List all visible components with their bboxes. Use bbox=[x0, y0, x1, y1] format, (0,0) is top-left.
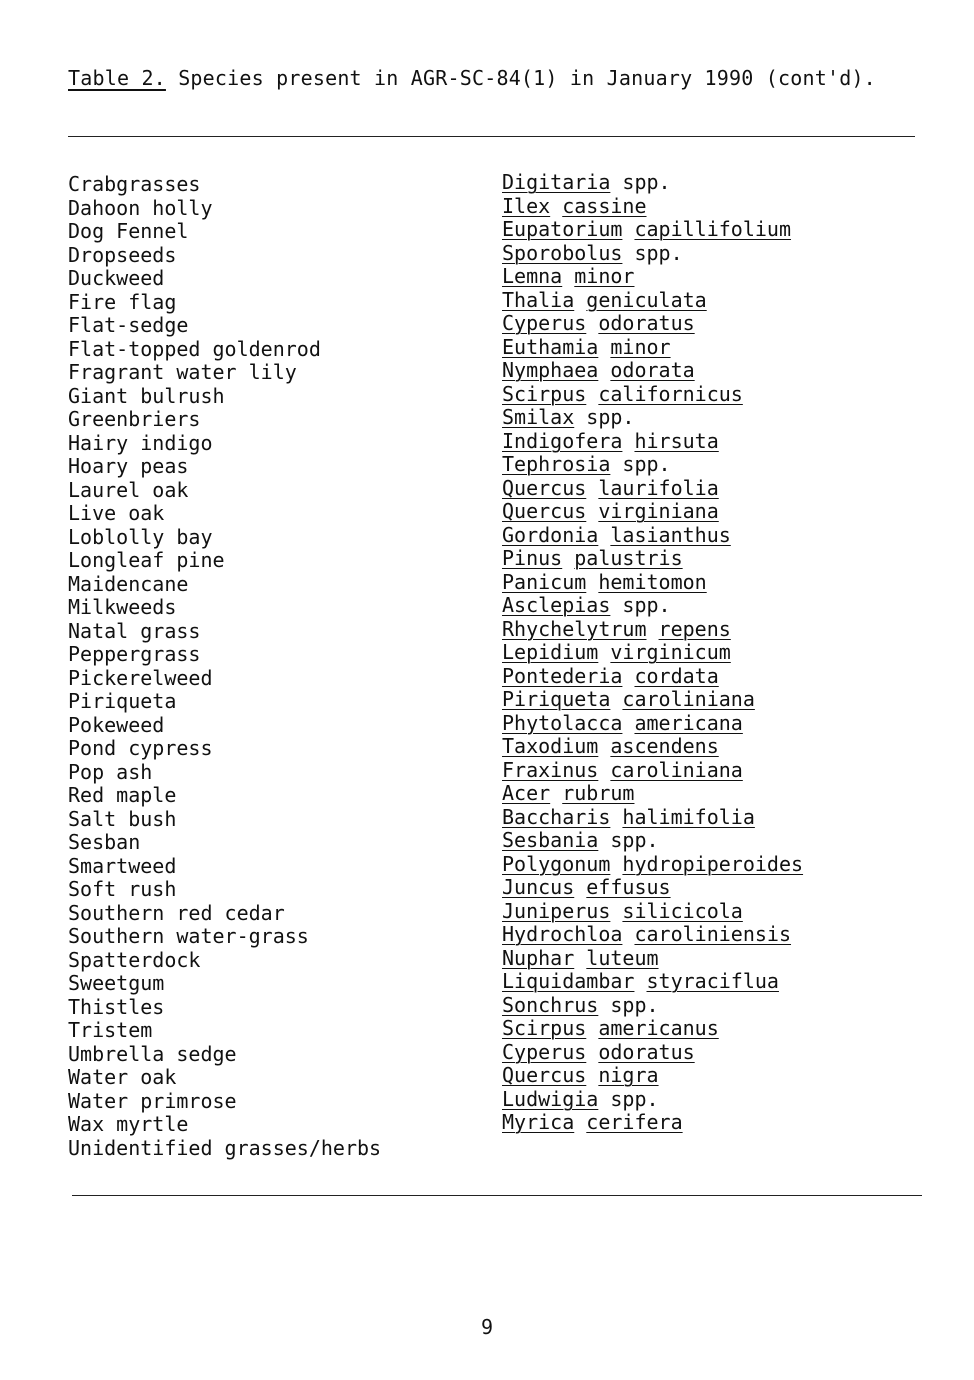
genus-name: Euthamia bbox=[502, 334, 599, 359]
scientific-name bbox=[502, 500, 803, 524]
genus-name: Digitaria bbox=[502, 170, 611, 194]
genus-name: Cyperus bbox=[502, 311, 587, 335]
scientific-name bbox=[502, 994, 803, 1018]
scientific-name bbox=[502, 853, 803, 877]
genus-name: Ilex bbox=[502, 193, 551, 218]
genus-name: Nuphar bbox=[502, 945, 575, 970]
scientific-name bbox=[502, 571, 803, 595]
scientific-name bbox=[502, 782, 803, 806]
species-epithet: cerifera bbox=[586, 1110, 683, 1134]
genus-name: Baccharis bbox=[502, 804, 611, 829]
genus-name: Sesbania bbox=[502, 828, 599, 852]
species-epithet: laurifolia bbox=[598, 475, 719, 500]
common-name: Giant bulrush bbox=[68, 383, 225, 408]
genus-name: Scirpus bbox=[502, 381, 587, 406]
species-suffix: spp. bbox=[634, 240, 683, 265]
common-name: Maidencane bbox=[68, 571, 189, 596]
common-name: Fragrant water lily bbox=[68, 360, 297, 384]
scientific-name bbox=[502, 594, 803, 618]
genus-name: Sonchrus bbox=[502, 992, 599, 1017]
common-name: Fire flag bbox=[68, 289, 177, 314]
genus-name: Indigofera bbox=[502, 428, 623, 453]
scientific-name bbox=[502, 665, 803, 689]
species-epithet: luteum bbox=[586, 945, 659, 970]
scientific-name bbox=[502, 876, 803, 900]
species-epithet: caroliniensis bbox=[634, 922, 792, 946]
species-epithet: caroliniana bbox=[610, 757, 743, 782]
species-epithet: styraciflua bbox=[646, 969, 779, 993]
species-epithet: virginiana bbox=[598, 499, 719, 523]
species-epithet: odoratus bbox=[598, 1039, 695, 1064]
species-epithet: hirsuta bbox=[634, 428, 719, 453]
species-suffix: spp. bbox=[586, 405, 635, 429]
scientific-name bbox=[502, 547, 803, 571]
common-name: Southern water-grass bbox=[68, 924, 309, 948]
scientific-name bbox=[502, 383, 803, 407]
common-name: Water primrose bbox=[68, 1088, 237, 1113]
common-name: Dropseeds bbox=[68, 242, 177, 267]
common-name: Unidentified grasses/herbs bbox=[68, 1135, 382, 1160]
genus-name: Quercus bbox=[502, 1063, 587, 1087]
top-rule bbox=[68, 136, 915, 137]
genus-name: Pinus bbox=[502, 546, 563, 570]
scientific-name bbox=[502, 1088, 803, 1112]
species-epithet: caroliniana bbox=[622, 687, 755, 711]
scientific-name bbox=[502, 406, 803, 430]
common-name: Hoary peas bbox=[68, 454, 189, 478]
scientific-name bbox=[502, 1017, 803, 1041]
table-title: Species present in AGR-SC-84(1) in January 1990 (cont'd). bbox=[178, 66, 876, 90]
scientific-name bbox=[502, 829, 803, 853]
common-name: Live oak bbox=[68, 501, 165, 525]
common-name: Smartweed bbox=[68, 853, 177, 878]
genus-name: Ludwigia bbox=[502, 1086, 599, 1111]
genus-name: Myrica bbox=[502, 1110, 575, 1134]
common-name: Pickerelweed bbox=[68, 665, 213, 690]
common-name: Greenbriers bbox=[68, 407, 201, 431]
genus-name: Piriqueta bbox=[502, 687, 611, 711]
common-name: Pokeweed bbox=[68, 712, 165, 737]
common-name: Flat-topped goldenrod bbox=[68, 336, 321, 361]
common-name: Laurel oak bbox=[68, 477, 189, 502]
scientific-name bbox=[502, 312, 803, 336]
scientific-name bbox=[502, 618, 803, 642]
scientific-name bbox=[502, 900, 803, 924]
genus-name: Gordonia bbox=[502, 522, 599, 547]
species-epithet: minor bbox=[610, 334, 671, 359]
genus-name: Juncus bbox=[502, 875, 575, 899]
species-epithet: cassine bbox=[562, 193, 647, 218]
genus-name: Eupatorium bbox=[502, 217, 623, 241]
species-epithet: capillifolium bbox=[634, 217, 792, 241]
common-name: Flat-sedge bbox=[68, 313, 189, 337]
scientific-name bbox=[502, 688, 803, 712]
genus-name: Fraxinus bbox=[502, 757, 599, 782]
scientific-name bbox=[502, 242, 803, 266]
genus-name: Taxodium bbox=[502, 734, 599, 758]
scientific-name bbox=[502, 1064, 803, 1088]
species-epithet: virginicum bbox=[610, 640, 731, 664]
species-suffix: spp. bbox=[610, 828, 659, 852]
genus-name: Rhychelytrum bbox=[502, 616, 647, 641]
genus-name: Tephrosia bbox=[502, 452, 611, 476]
scientific-names-column bbox=[502, 171, 803, 1135]
genus-name: Acer bbox=[502, 781, 551, 805]
species-epithet: nigra bbox=[598, 1063, 659, 1087]
species-epithet: americanus bbox=[598, 1016, 719, 1040]
scientific-name bbox=[502, 359, 803, 383]
species-epithet: lasianthus bbox=[610, 522, 731, 547]
species-epithet: effusus bbox=[586, 875, 671, 899]
scientific-name bbox=[502, 759, 803, 783]
species-suffix: spp. bbox=[622, 452, 671, 476]
common-name: Pond cypress bbox=[68, 736, 213, 760]
common-name: Umbrella sedge bbox=[68, 1041, 237, 1066]
species-epithet: silicicola bbox=[622, 898, 743, 923]
common-name: Natal grass bbox=[68, 618, 201, 643]
species-epithet: halimifolia bbox=[622, 804, 755, 829]
scientific-name bbox=[502, 712, 803, 736]
genus-name: Nymphaea bbox=[502, 358, 599, 382]
common-name: Longleaf pine bbox=[68, 548, 225, 572]
genus-name: Phytolacca bbox=[502, 710, 623, 735]
scientific-name bbox=[502, 453, 803, 477]
common-name: Piriqueta bbox=[68, 689, 177, 713]
common-name: Salt bush bbox=[68, 806, 177, 831]
common-name: Soft rush bbox=[68, 877, 177, 901]
common-name: Southern red cedar bbox=[68, 900, 285, 925]
table-caption bbox=[68, 64, 876, 92]
genus-name: Sporobolus bbox=[502, 240, 623, 265]
common-name: Sesban bbox=[68, 830, 141, 854]
species-suffix: spp. bbox=[610, 1086, 659, 1111]
common-name: Tristem bbox=[68, 1018, 153, 1042]
common-name: Wax myrtle bbox=[68, 1112, 189, 1136]
species-epithet: palustris bbox=[574, 546, 683, 570]
scientific-name bbox=[502, 289, 803, 313]
genus-name: Juniperus bbox=[502, 898, 611, 923]
scientific-name bbox=[502, 171, 803, 195]
scientific-name bbox=[502, 923, 803, 947]
species-suffix: spp. bbox=[622, 170, 671, 194]
common-name: Milkweeds bbox=[68, 595, 177, 619]
common-name: Peppergrass bbox=[68, 642, 201, 666]
species-epithet: ascendens bbox=[610, 734, 719, 758]
scientific-name bbox=[502, 524, 803, 548]
genus-name: Panicum bbox=[502, 569, 587, 594]
scientific-name bbox=[502, 735, 803, 759]
genus-name: Asclepias bbox=[502, 593, 611, 617]
common-name: Duckweed bbox=[68, 266, 165, 290]
genus-name: Hydrochloa bbox=[502, 922, 623, 946]
scientific-name bbox=[502, 336, 803, 360]
genus-name: Lemna bbox=[502, 264, 563, 288]
page-number: 9 bbox=[480, 1315, 494, 1339]
bottom-rule bbox=[72, 1195, 922, 1196]
genus-name: Liquidambar bbox=[502, 969, 635, 993]
common-name: Sweetgum bbox=[68, 971, 165, 995]
common-name: Spatterdock bbox=[68, 947, 201, 972]
table-label: Table 2. bbox=[68, 66, 166, 90]
species-epithet: hydropiperoides bbox=[622, 851, 804, 876]
genus-name: Thalia bbox=[502, 287, 575, 312]
scientific-name bbox=[502, 1111, 803, 1135]
common-name: Pop ash bbox=[68, 759, 153, 784]
species-epithet: cordata bbox=[634, 663, 719, 688]
genus-name: Polygonum bbox=[502, 851, 611, 876]
species-epithet: odoratus bbox=[598, 311, 695, 335]
scientific-name bbox=[502, 970, 803, 994]
common-names-column bbox=[68, 173, 381, 1160]
species-epithet: minor bbox=[574, 264, 635, 288]
species-suffix: spp. bbox=[610, 992, 659, 1017]
genus-name: Quercus bbox=[502, 499, 587, 523]
genus-name: Cyperus bbox=[502, 1039, 587, 1064]
common-name: Hairy indigo bbox=[68, 430, 213, 455]
genus-name: Quercus bbox=[502, 475, 587, 500]
common-name: Dog Fennel bbox=[68, 219, 189, 243]
scientific-name bbox=[502, 1041, 803, 1065]
scientific-name bbox=[502, 947, 803, 971]
scientific-name bbox=[502, 430, 803, 454]
genus-name: Pontederia bbox=[502, 663, 623, 688]
common-name: Thistles bbox=[68, 994, 165, 1019]
species-epithet: californicus bbox=[598, 381, 743, 406]
genus-name: Lepidium bbox=[502, 640, 599, 664]
common-name: Crabgrasses bbox=[68, 172, 201, 196]
species-suffix: spp. bbox=[622, 593, 671, 617]
species-epithet: geniculata bbox=[586, 287, 707, 312]
species-epithet: repens bbox=[658, 616, 731, 641]
scientific-name bbox=[502, 641, 803, 665]
genus-name: Scirpus bbox=[502, 1016, 587, 1040]
scientific-name bbox=[502, 265, 803, 289]
common-name: Red maple bbox=[68, 783, 177, 807]
scientific-name bbox=[502, 218, 803, 242]
genus-name: Smilax bbox=[502, 405, 575, 429]
scientific-name bbox=[502, 477, 803, 501]
common-name: Loblolly bay bbox=[68, 524, 213, 549]
common-name: Water oak bbox=[68, 1065, 177, 1089]
species-epithet: hemitomon bbox=[598, 569, 707, 594]
species-epithet: rubrum bbox=[562, 781, 635, 805]
common-name: Dahoon holly bbox=[68, 195, 213, 220]
species-epithet: odorata bbox=[610, 358, 695, 382]
species-epithet: americana bbox=[634, 710, 743, 735]
scientific-name bbox=[502, 195, 803, 219]
scientific-name bbox=[502, 806, 803, 830]
